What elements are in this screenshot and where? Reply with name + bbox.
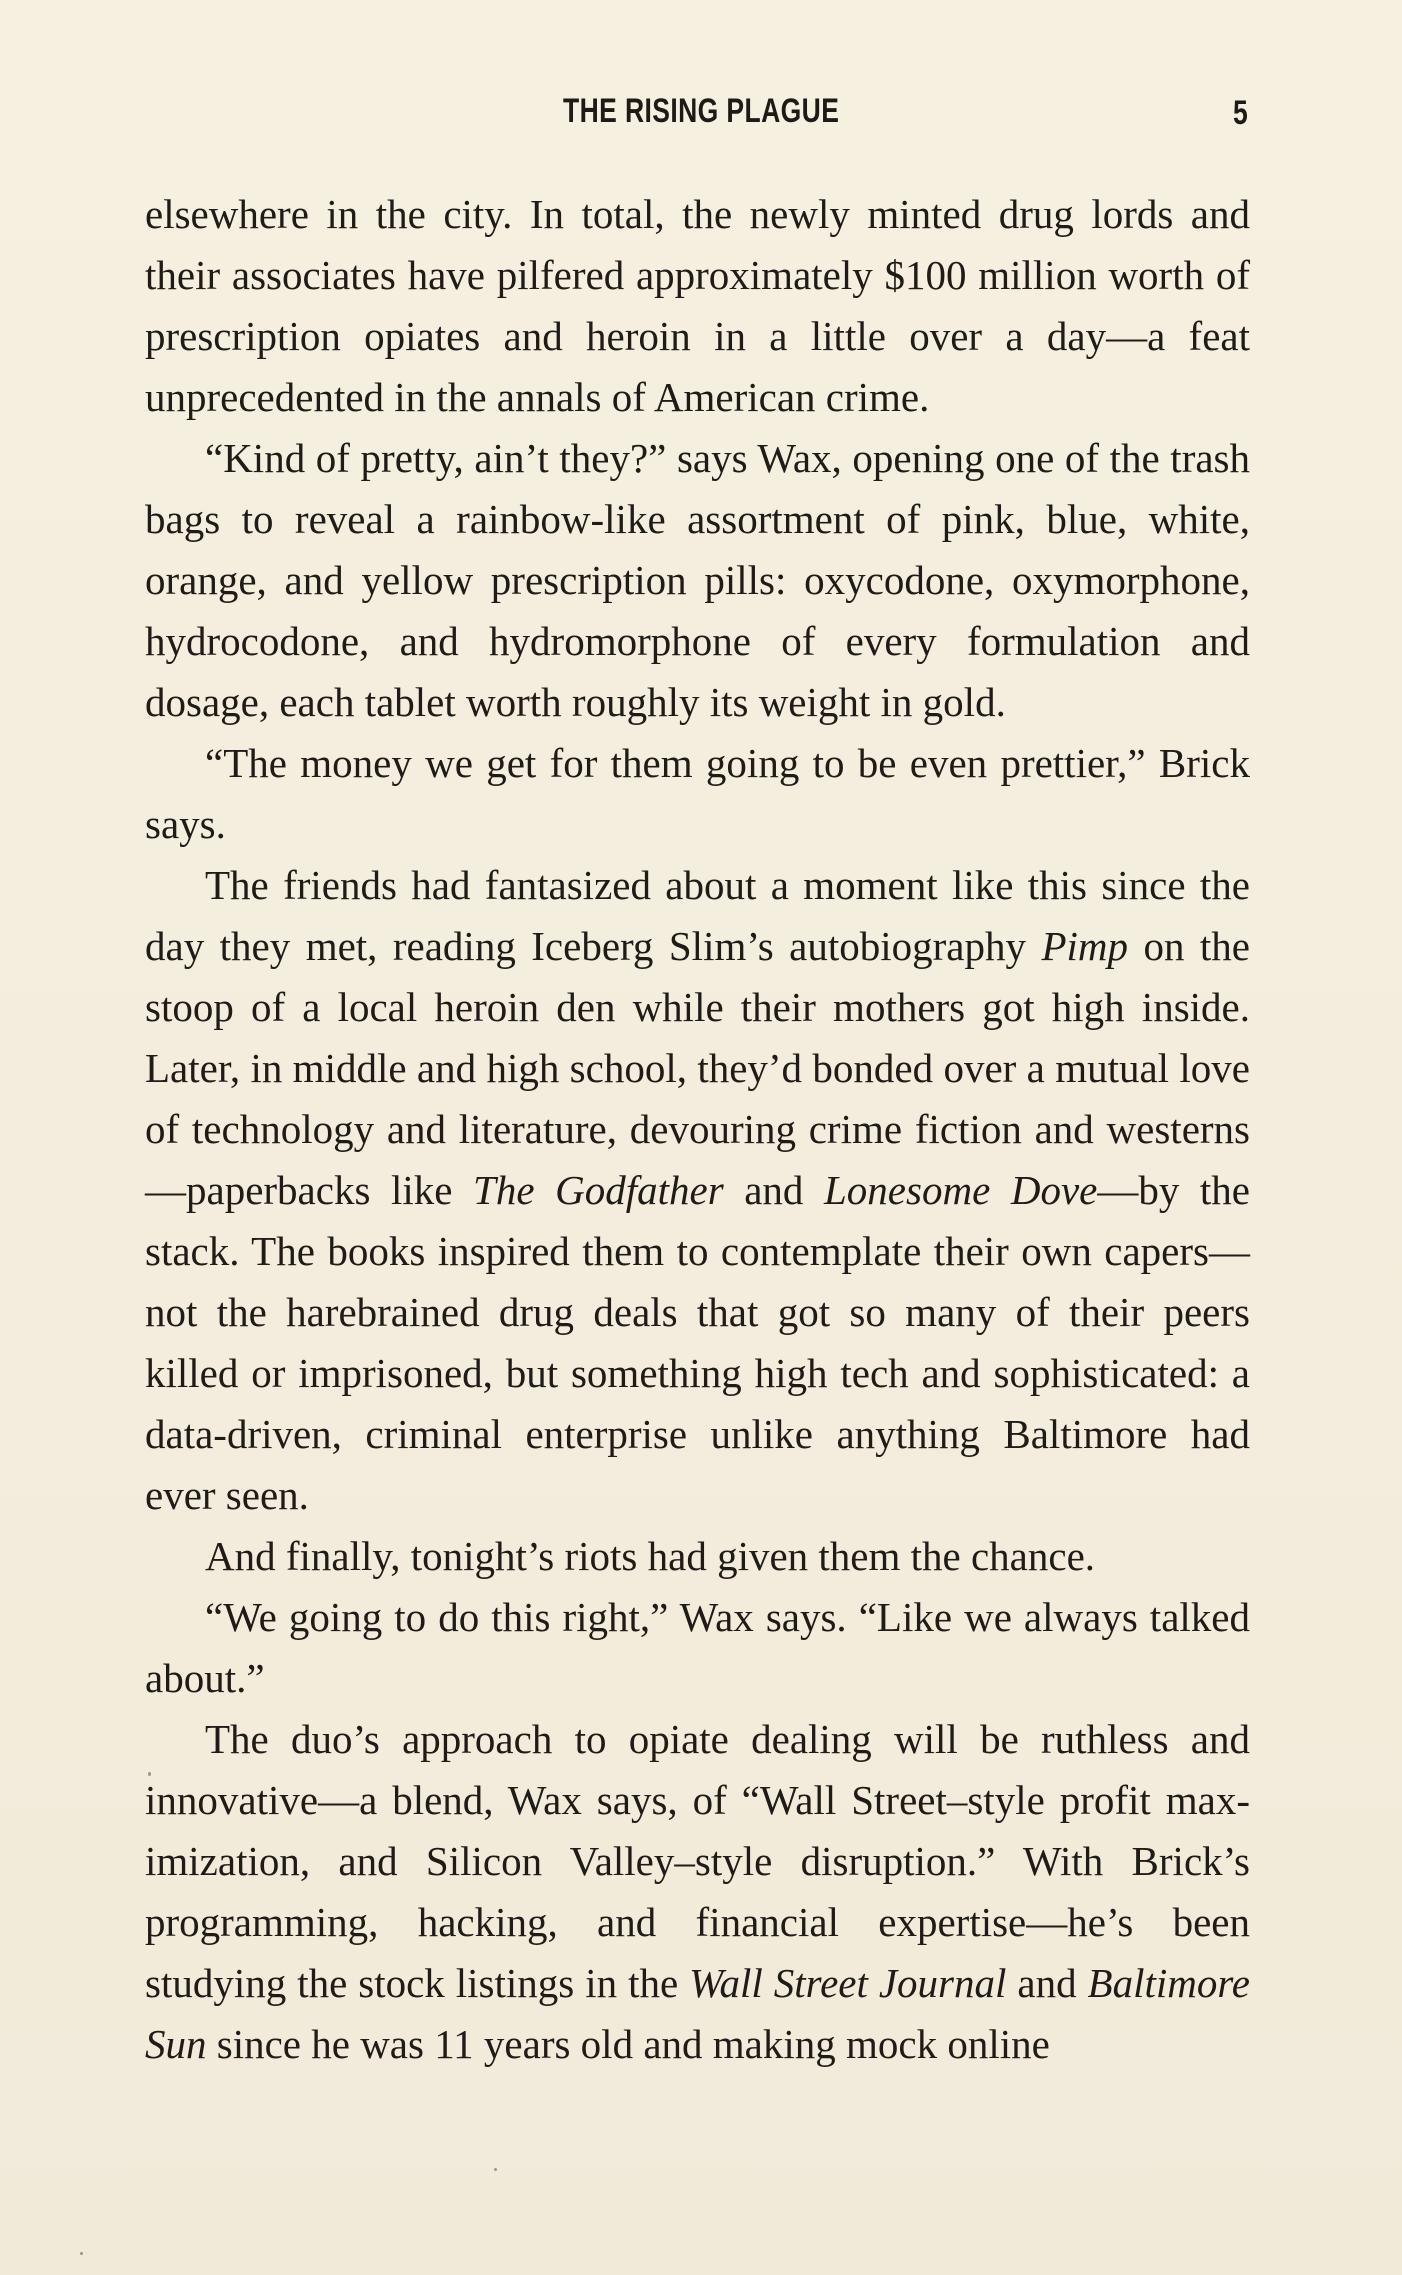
paragraph-7-text-1: The duo’s approach to opiate dealing will be ruthless and innovative—a blend, Wax says, of “Wall Street–style profit maximization, and Silicon Valley–style disruption.” With Brick’s programming, hacking, and financial expertise—he’s been studying the stock listings in the — [145, 1716, 1250, 2006]
paragraph-6: “We going to do this right,” Wax says. “Like we always talked about.” — [145, 1594, 1250, 1701]
publication-wsj: Wall Street Journal — [689, 1960, 1007, 2006]
paragraph-7-text-3: since he was 11 years old and making mock online — [206, 2021, 1050, 2067]
paragraph-4-text-4: —by the stack. The books inspired them to contemplate their own capers—not the harebrained drug deals that got so many of their peers killed or imprisoned, but something high tech and sophisticated: a data-driven, criminal enterprise unlike anything Baltimore had ever seen. — [145, 1167, 1251, 1518]
paper-speck — [80, 2252, 83, 2255]
paper-speck — [148, 1772, 151, 1776]
paragraph-4-text-2: on the stoop of a local heroin den while their mothers got high inside. Later, in middle and high school, they’d bonded over a mutual love of technology and literature, devouring crime fiction and westerns—paperbacks like — [145, 923, 1250, 1213]
paragraph-2: “Kind of pretty, ain’t they?” says Wax, opening one of the trash bags to reveal a rainbow-like assortment of pink, blue, white, orange, and yellow prescription pills: oxycodone, oxymorphone, hydrocodone, and hydromorphone of every formulation and dosage, each tablet worth roughly its weight in gold. — [145, 435, 1250, 725]
page-number: 5 — [1233, 94, 1248, 132]
paragraph-4-text-1: The friends had fantasized about a moment like this since the day they met, reading Iceberg Slim’s autobiography — [145, 862, 1250, 969]
paragraph-4-text-3: and — [723, 1167, 824, 1213]
publication-baltimore-sun: Baltimore Sun — [145, 1960, 1251, 2067]
book-title-pimp: Pimp — [1041, 923, 1128, 969]
running-head-title: THE RISING PLAGUE — [563, 92, 840, 130]
paragraph-1: elsewhere in the city. In total, the newly minted drug lords and their associates have pilfered approximately $100 million worth of prescription opiates and heroin in a little over a day—a feat unprecedented in the annals of American crime. — [145, 191, 1250, 420]
running-head — [0, 92, 1402, 142]
book-title-godfather: The Godfather — [473, 1167, 724, 1213]
book-title-lonesome-dove: Lonesome Dove — [824, 1167, 1098, 1213]
paragraph-7-text-2: and — [1006, 1960, 1088, 2006]
paragraph-5: And finally, tonight’s riots had given them the chance. — [205, 1533, 1096, 1579]
paragraph-4 — [145, 855, 1250, 1526]
body-text — [145, 184, 1250, 2075]
paragraph-7 — [145, 1709, 1250, 2075]
paper-speck — [494, 2168, 497, 2171]
paragraph-3: “The money we get for them going to be even prettier,” Brick says. — [145, 740, 1250, 847]
